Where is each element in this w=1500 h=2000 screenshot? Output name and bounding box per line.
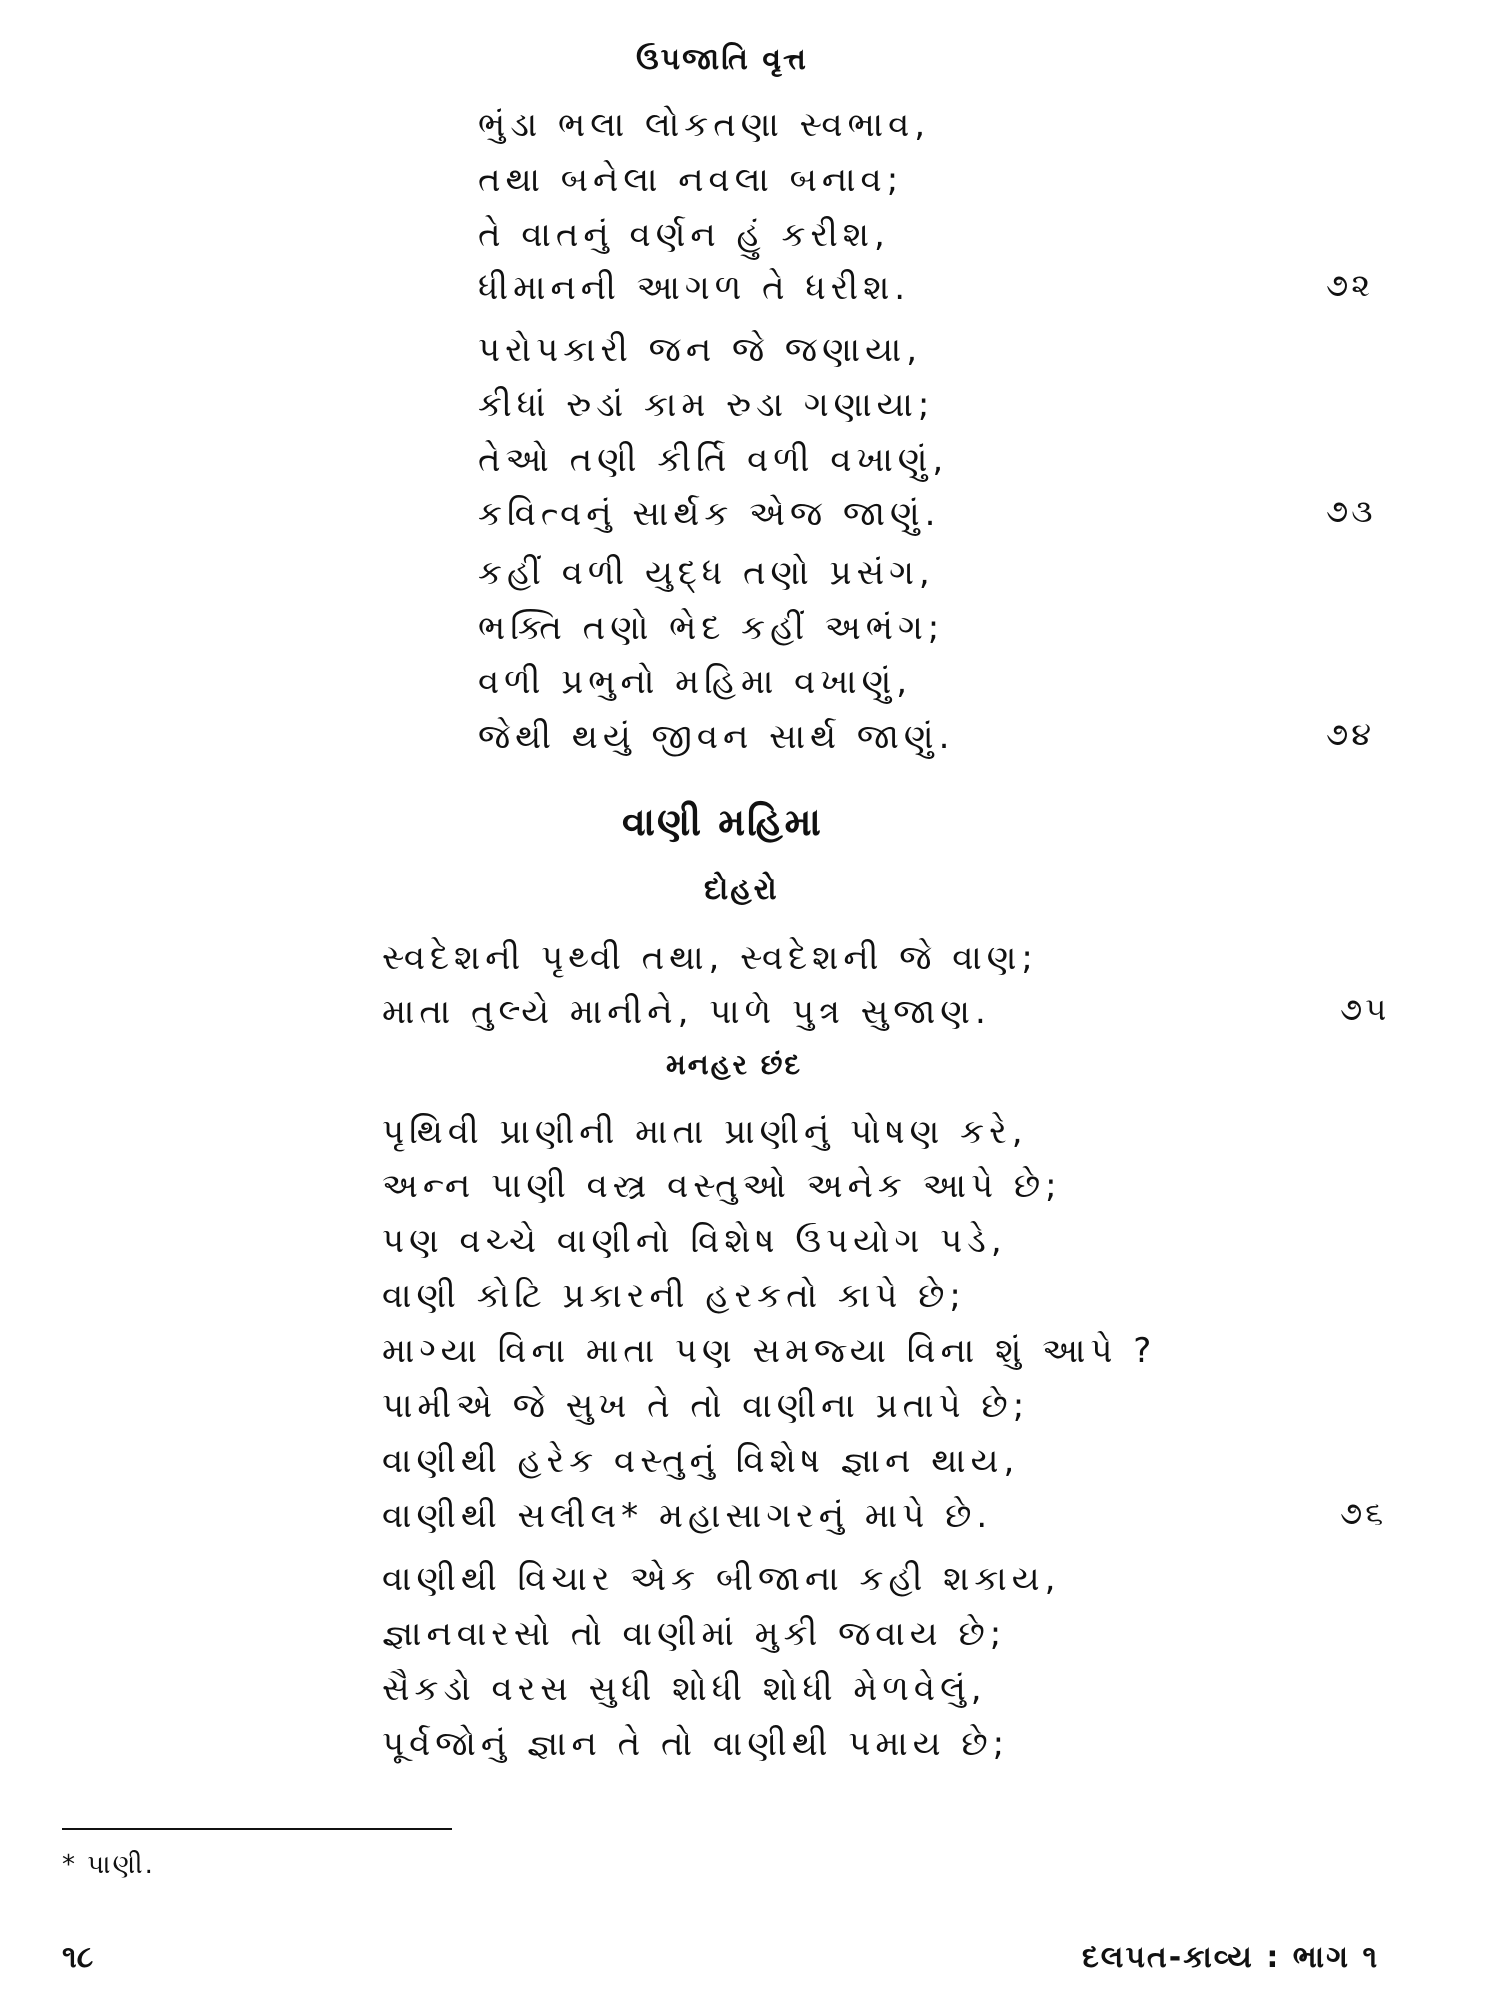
page-number: ૧૮ [62, 1940, 94, 1975]
verse-line: તેઓ તણી કીર્તિ વળી વખાણું, [478, 440, 949, 480]
verse-line: ભુંડા ભલા લોકતણા સ્વભાવ, [478, 105, 931, 145]
verse-line: વાણીથી હરેક વસ્તુનું વિશેષ જ્ઞાન થાય, [382, 1441, 1020, 1481]
verse-line: અન્ન પાણી વસ્ત્ર વસ્તુઓ અનેક આપે છે; [382, 1166, 1062, 1206]
verse-line: પણ વચ્ચે વાણીનો વિશેષ ઉપયોગ પડે, [382, 1221, 1007, 1261]
verse-line: માતા તુલ્યે માનીને, પાળે પુત્ર સુજાણ. [382, 992, 991, 1032]
verse-line: વળી પ્રભુનો મહિમા વખાણું, [478, 662, 913, 702]
verse-number: ૭૪ [1326, 715, 1375, 753]
section-title: વાણી મહિમા [622, 800, 823, 844]
footnote: * પાણી. [62, 1850, 155, 1880]
verse-line: ભક્તિ તણો ભેદ કહીં અભંગ; [478, 608, 945, 648]
verse-line: કીધાં રુડાં કામ રુડા ગણાયા; [478, 385, 935, 425]
footnote-divider [62, 1828, 452, 1830]
verse-line: વાણીથી સલીલ* મહાસાગરનું માપે છે. [382, 1496, 993, 1536]
verse-number: ૭૩ [1326, 492, 1376, 530]
meter-heading-manhar: મનહર છંદ [666, 1048, 803, 1081]
verse-line: પૃથિવી પ્રાણીની માતા પ્રાણીનું પોષણ કરે, [382, 1112, 1028, 1152]
verse-line: સ્વદેશની પૃથ્વી તથા, સ્વદેશની જે વાણ; [382, 938, 1038, 978]
verse-line: કવિત્વનું સાર્થક એજ જાણું. [478, 494, 941, 534]
verse-line: પામીએ જે સુખ તે તો વાણીના પ્રતાપે છે; [382, 1386, 1030, 1426]
verse-line: પૂર્વજોનું જ્ઞાન તે તો વાણીથી પમાય છે; [382, 1724, 1010, 1764]
verse-line: જેથી થયું જીવન સાર્થ જાણું. [478, 717, 955, 757]
running-title: દલપત-કાવ્ય : ભાગ ૧ [1082, 1940, 1380, 1975]
meter-heading-upajati: ઉપજાતિ વૃત્ત [636, 42, 808, 77]
verse-line: ધીમાનની આગળ તે ધરીશ. [478, 268, 911, 308]
meter-heading-doharo: દોહરો [704, 872, 779, 907]
verse-line: કહીં વળી યુદ્ધ તણો પ્રસંગ, [478, 553, 935, 593]
verse-line: જ્ઞાનવારસો તો વાણીમાં મુકી જવાય છે; [382, 1614, 1007, 1654]
verse-line: વાણી કોટિ પ્રકારની હરકતો કાપે છે; [382, 1276, 966, 1316]
verse-line: પરોપકારી જન જે જણાયા, [478, 330, 923, 370]
verse-line: વાણીથી વિચાર એક બીજાના કહી શકાય, [382, 1559, 1061, 1599]
verse-number: ૭૨ [1326, 266, 1374, 304]
verse-line: સૈકડો વરસ સુધી શોધી શોધી મેળવેલું, [382, 1669, 987, 1709]
verse-number: ૭૬ [1340, 1494, 1387, 1532]
verse-line: તથા બનેલા નવલા બનાવ; [478, 160, 904, 200]
verse-number: ૭૫ [1340, 990, 1390, 1028]
verse-line: તે વાતનું વર્ણન હું કરીશ, [478, 215, 890, 255]
verse-line: માગ્યા વિના માતા પણ સમજ્યા વિના શું આપે ? [382, 1331, 1157, 1371]
